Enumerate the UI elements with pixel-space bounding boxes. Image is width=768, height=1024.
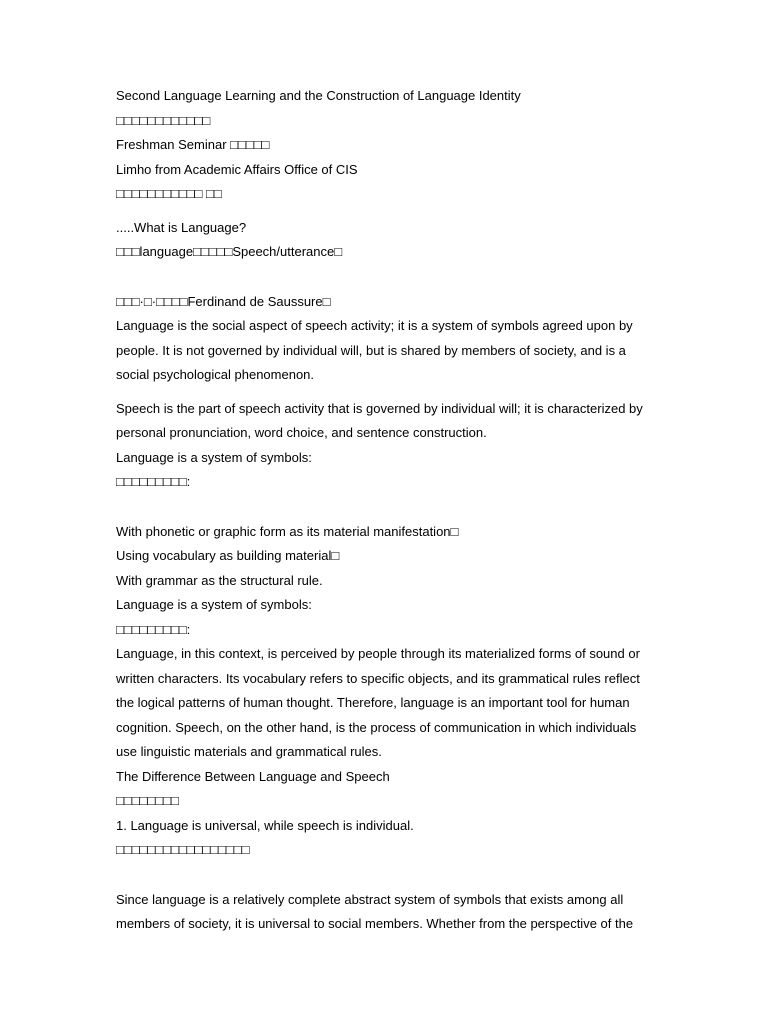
system-heading-1-cjk: □□□□□□□□□: <box>116 474 191 489</box>
spacer <box>116 265 656 290</box>
difference-heading: The Difference Between Language and Speech <box>116 768 390 784</box>
universal-paragraph: Since language is a relatively complete abstract system of symbols that exists among all members of society, it is universal to social members. Whether from the perspective of the <box>116 891 634 931</box>
cjk-author-line: □□□□□□□□□□□ □□ <box>116 186 222 201</box>
saussure-line: □□□·□·□□□□Ferdinand de Saussure□ <box>116 293 331 309</box>
system-heading-2: Language is a system of symbols: <box>116 597 312 612</box>
system-heading-1: Language is a system of symbols: <box>116 449 312 465</box>
language-definition-paragraph: Language is the social aspect of speech activity; it is a system of symbols agreed upon by people. It is not governed by individual will, but is shared by members of society, and is a social psychological phenomenon. <box>116 318 633 382</box>
feature-item-3: With grammar as the structural rule. <box>116 572 323 588</box>
feature-item-1: With phonetic or graphic form as its material manifestation□ <box>116 523 459 539</box>
document-page <box>116 84 656 937</box>
spacer <box>116 388 656 397</box>
course-line: Freshman Seminar □□□□□ <box>116 137 270 152</box>
cjk-title-line: □□□□□□□□□□□□ <box>116 112 211 128</box>
spacer <box>116 495 656 520</box>
author-line: Limho from Academic Affairs Office of CIS <box>116 161 358 177</box>
speech-definition-paragraph: Speech is the part of speech activity that is governed by individual will; it is characterized by personal pronunciation, word choice, and sentence construction. <box>116 400 643 440</box>
system-heading-2-cjk: □□□□□□□□□: <box>116 621 191 637</box>
difference-heading-cjk: □□□□□□□□ <box>116 793 179 808</box>
point-1-line: 1. Language is universal, while speech is individual. <box>116 817 414 833</box>
language-vs-speech-line: □□□language□□□□□Speech/utterance□ <box>116 244 343 259</box>
context-paragraph: Language, in this context, is perceived by people through its materialized forms of sound or written characters. Its vocabulary refers to specific objects, and its grammatical rules reflect the logical patterns of human thought. Therefore, language is an important tool for human cognition. Speech, on the other hand, is the process of communication in which individuals use linguistic materials and grammatical rules. <box>116 646 640 759</box>
spacer <box>116 863 656 888</box>
point-1-cjk-line: □□□□□□□□□□□□□□□□□ <box>116 842 250 857</box>
question-heading: .....What is Language? <box>116 219 247 235</box>
document-title: Second Language Learning and the Construction of Language Identity <box>116 88 521 103</box>
spacer <box>116 207 656 216</box>
feature-item-2: Using vocabulary as building material□ <box>116 548 340 563</box>
